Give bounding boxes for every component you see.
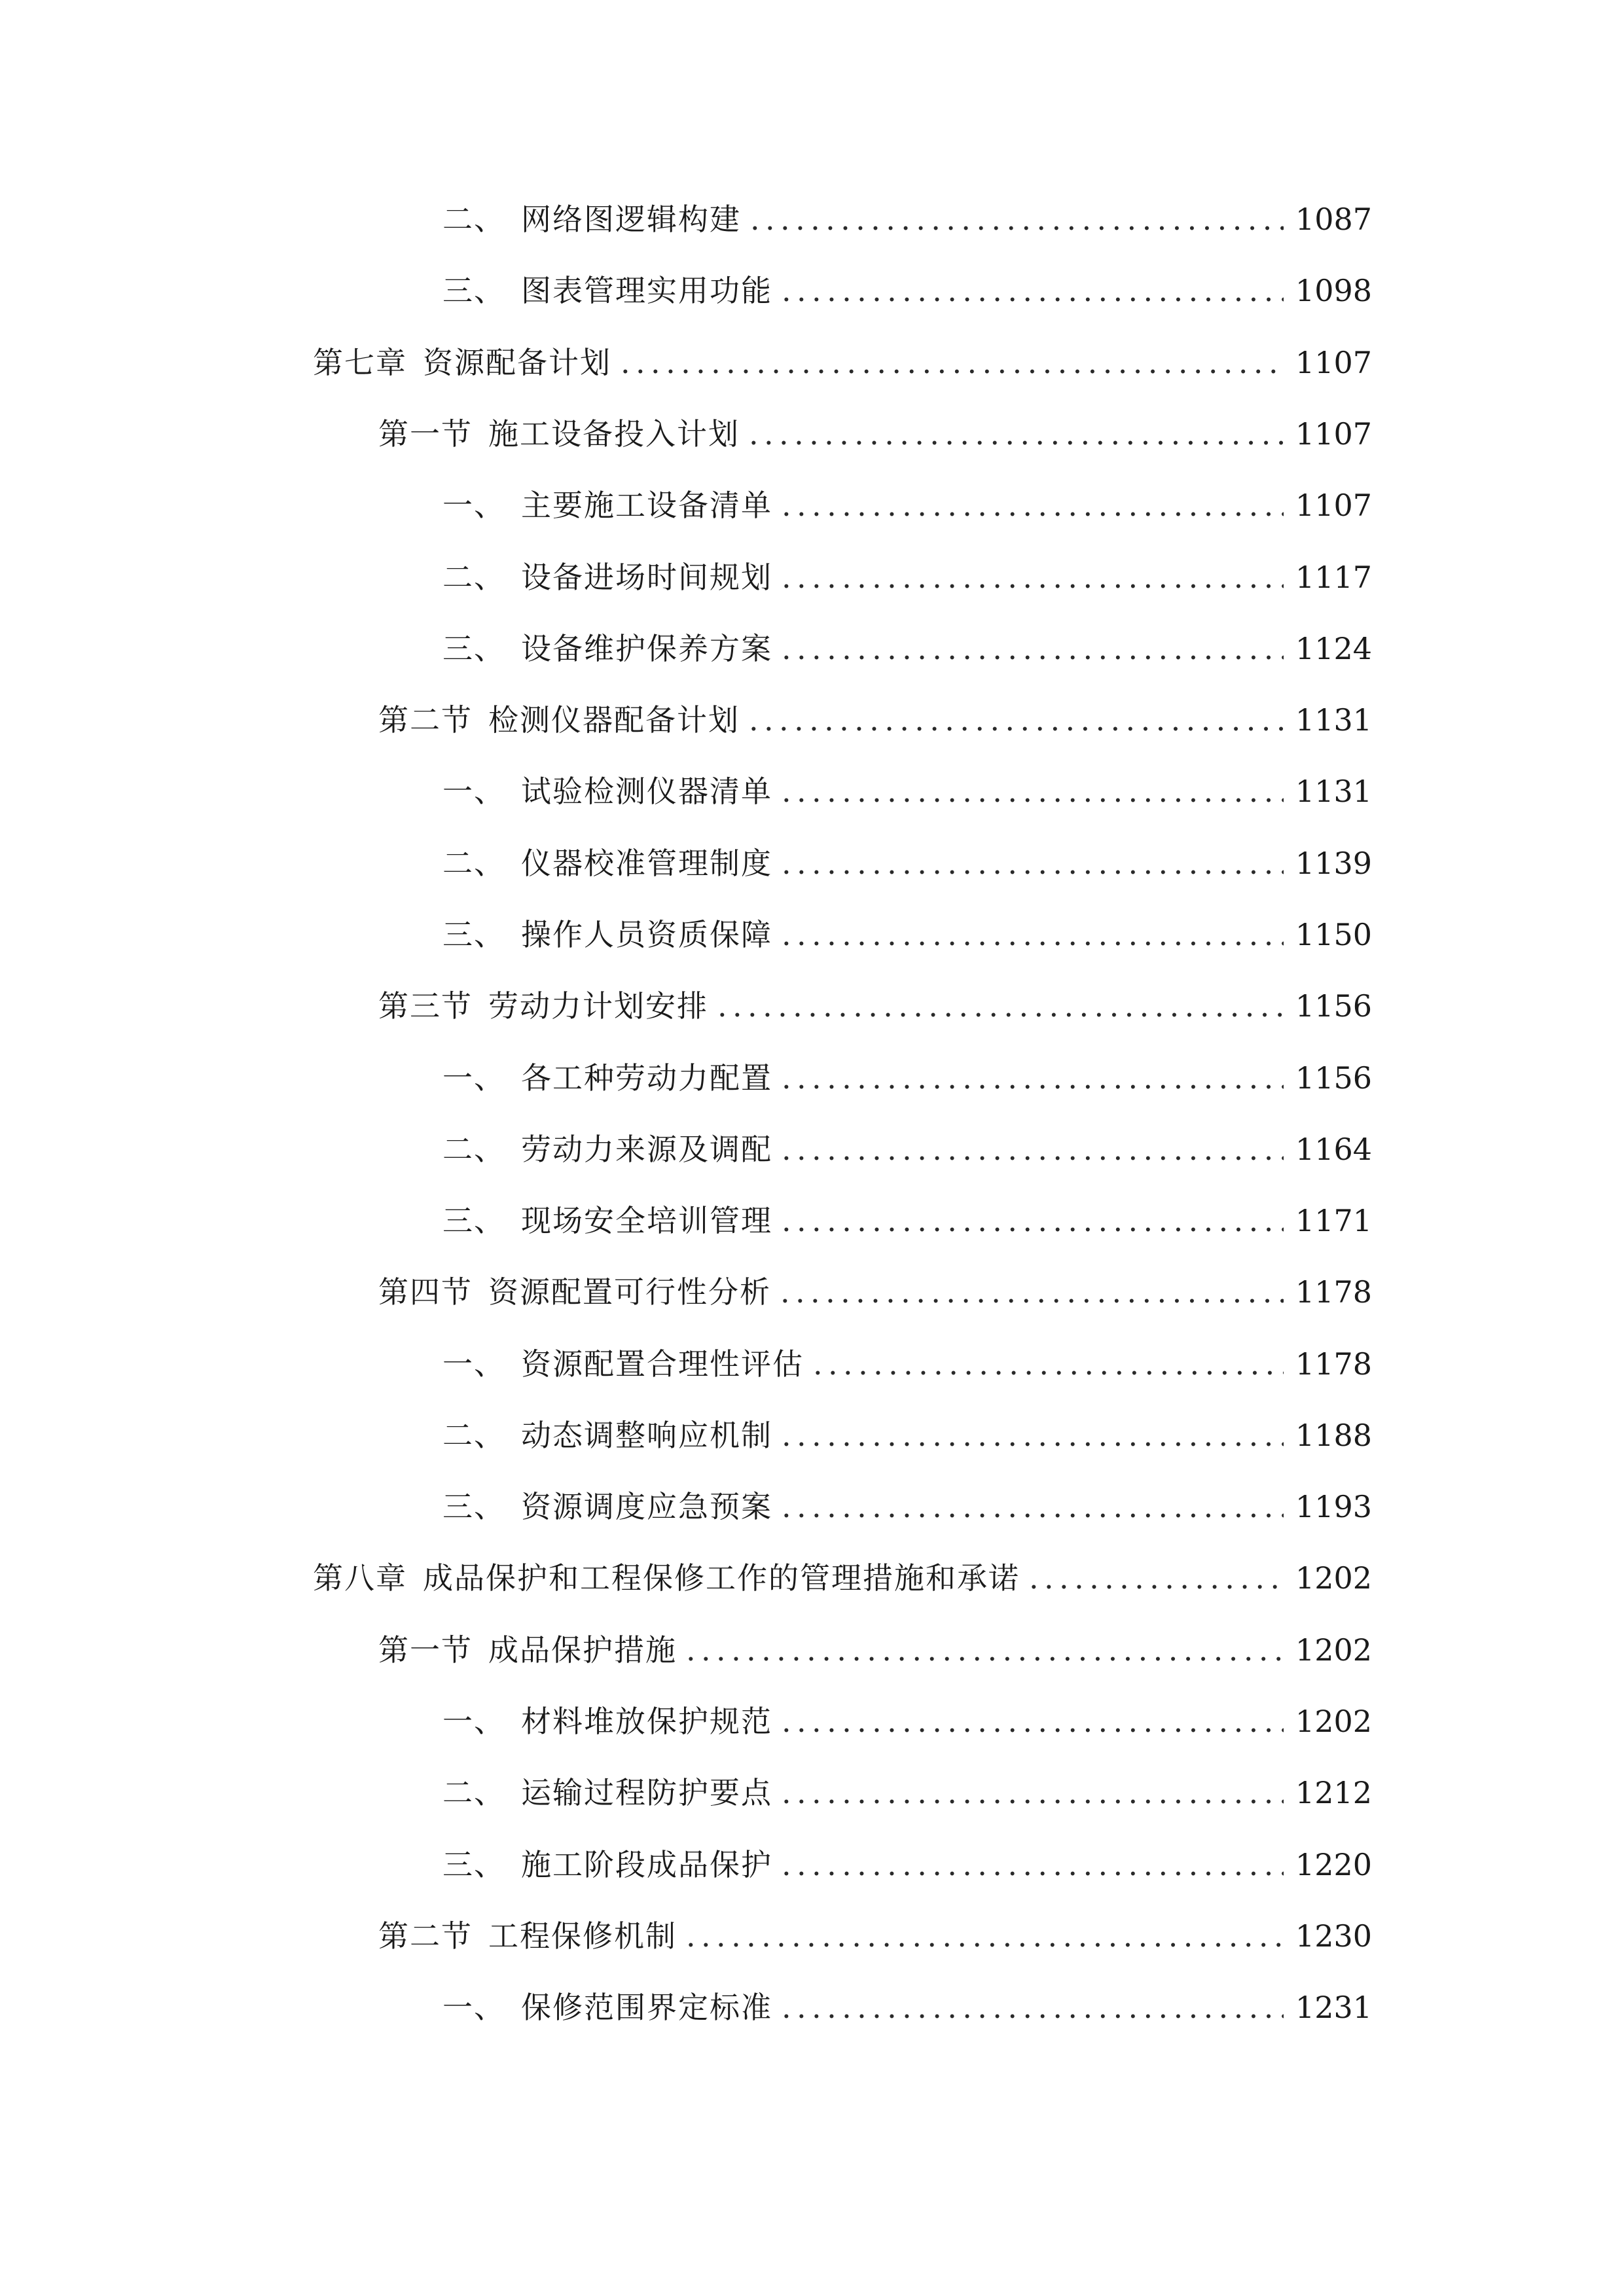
toc-page-number: 1139 <box>1295 846 1372 881</box>
toc-dot-leader <box>782 1194 1284 1247</box>
toc-entry[interactable] <box>442 1695 1372 1748</box>
toc-entry-title: 各工种劳动力配置 <box>521 1060 772 1096</box>
toc-entry-title: 主要施工设备清单 <box>521 488 772 523</box>
toc-entry-number: 二、 <box>442 846 505 881</box>
toc-dot-leader <box>813 1338 1284 1390</box>
toc-entry-number: 一、 <box>442 1346 505 1382</box>
toc-entry-number: 一、 <box>442 774 505 809</box>
toc-entry-title: 设备进场时间规划 <box>521 560 772 595</box>
toc-page-number: 1178 <box>1295 1274 1372 1310</box>
toc-entry-title: 操作人员资质保障 <box>521 917 772 952</box>
toc-entry[interactable] <box>442 1839 1372 1891</box>
toc-page-number: 1188 <box>1295 1418 1372 1453</box>
toc-entry-number: 二、 <box>442 1132 505 1167</box>
toc-page-number: 1231 <box>1295 1990 1372 2025</box>
toc-entry-title: 试验检测仪器清单 <box>521 774 772 809</box>
toc-entry-number: 三、 <box>442 1847 505 1882</box>
toc-dot-leader <box>686 1910 1284 1962</box>
toc-dot-leader <box>782 1052 1284 1104</box>
toc-entry-section[interactable] <box>378 694 1372 746</box>
toc-page-number: 1156 <box>1295 988 1372 1024</box>
toc-entry-number: 三、 <box>442 273 505 308</box>
toc-entry-number: 第一节 <box>378 416 473 452</box>
toc-entry-number: 一、 <box>442 1704 505 1739</box>
toc-dot-leader <box>782 479 1284 531</box>
toc-entry-number: 一、 <box>442 1060 505 1096</box>
toc-page-number: 1202 <box>1295 1632 1372 1668</box>
toc-entry-number: 三、 <box>442 1203 505 1238</box>
toc-entry-chapter[interactable] <box>313 336 1372 389</box>
toc-dot-leader <box>621 336 1284 389</box>
toc-entry-number: 第七章 <box>313 345 407 380</box>
toc-entry-number: 二、 <box>442 1418 505 1453</box>
toc-dot-leader <box>749 694 1284 746</box>
toc-entry-section[interactable] <box>378 1624 1372 1676</box>
toc-entry-title: 资源配备计划 <box>423 345 611 380</box>
toc-entry[interactable] <box>442 1767 1372 1819</box>
toc-dot-leader <box>782 1409 1284 1462</box>
toc-page-number: 1107 <box>1295 416 1372 452</box>
toc-entry-title: 资源配置可行性分析 <box>488 1274 771 1310</box>
toc-dot-leader <box>782 1767 1284 1819</box>
toc-entry-number: 一、 <box>442 1990 505 2025</box>
toc-page-number: 1107 <box>1295 488 1372 523</box>
toc-entry[interactable] <box>442 908 1372 961</box>
toc-entry[interactable] <box>442 1194 1372 1247</box>
toc-page-number: 1156 <box>1295 1060 1372 1096</box>
toc-page-number: 1212 <box>1295 1775 1372 1810</box>
toc-dot-leader <box>782 1695 1284 1748</box>
toc-entry-section[interactable] <box>378 980 1372 1032</box>
toc-entry-chapter[interactable] <box>313 1552 1372 1604</box>
toc-entry[interactable] <box>442 1480 1372 1533</box>
toc-entry[interactable] <box>442 622 1372 675</box>
toc-page-number: 1150 <box>1295 917 1372 952</box>
toc-entry[interactable] <box>442 1409 1372 1462</box>
toc-entry-title: 施工阶段成品保护 <box>521 1847 772 1882</box>
toc-entry[interactable] <box>442 479 1372 531</box>
toc-dot-leader <box>782 1123 1284 1175</box>
toc-entry-title: 仪器校准管理制度 <box>521 846 772 881</box>
toc-dot-leader <box>782 908 1284 961</box>
toc-dot-leader <box>782 837 1284 889</box>
toc-entry-number: 二、 <box>442 560 505 595</box>
toc-entry[interactable] <box>442 551 1372 603</box>
toc-dot-leader <box>749 408 1284 460</box>
toc-entry[interactable] <box>442 765 1372 817</box>
toc-entry[interactable] <box>442 1052 1372 1104</box>
toc-dot-leader <box>782 622 1284 675</box>
toc-dot-leader <box>782 551 1284 603</box>
toc-entry-title: 劳动力计划安排 <box>488 988 708 1024</box>
toc-page-number: 1193 <box>1295 1489 1372 1524</box>
toc-entry[interactable] <box>442 1338 1372 1390</box>
toc-dot-leader <box>686 1624 1284 1676</box>
toc-entry[interactable] <box>442 837 1372 889</box>
toc-entry-number: 第二节 <box>378 1918 473 1954</box>
toc-entry-title: 图表管理实用功能 <box>521 273 772 308</box>
toc-entry-number: 三、 <box>442 631 505 666</box>
toc-entry-section[interactable] <box>378 408 1372 460</box>
toc-page-number: 1131 <box>1295 774 1372 809</box>
toc-entry-title: 动态调整响应机制 <box>521 1418 772 1453</box>
toc-entry-title: 材料堆放保护规范 <box>521 1704 772 1739</box>
toc-entry[interactable] <box>442 1123 1372 1175</box>
toc-page-number: 1131 <box>1295 702 1372 738</box>
toc-dot-leader <box>782 1981 1284 2034</box>
toc-page-number: 1220 <box>1295 1847 1372 1882</box>
toc-entry-title: 资源调度应急预案 <box>521 1489 772 1524</box>
toc-entry-number: 二、 <box>442 1775 505 1810</box>
toc-dot-leader <box>782 1480 1284 1533</box>
toc-page-number: 1202 <box>1295 1560 1372 1596</box>
toc-entry-number: 三、 <box>442 917 505 952</box>
toc-entry-number: 第一节 <box>378 1632 473 1668</box>
toc-entry-title: 成品保护措施 <box>488 1632 677 1668</box>
toc-entry-title: 运输过程防护要点 <box>521 1775 772 1810</box>
toc-entry[interactable] <box>442 1981 1372 2034</box>
toc-page-number: 1230 <box>1295 1918 1372 1954</box>
toc-entry-number: 三、 <box>442 1489 505 1524</box>
toc-page-number: 1164 <box>1295 1132 1372 1167</box>
toc-entry[interactable] <box>442 193 1372 245</box>
toc-page-number: 1171 <box>1295 1203 1372 1238</box>
toc-entry-title: 施工设备投入计划 <box>488 416 740 452</box>
toc-dot-leader <box>782 1839 1284 1891</box>
toc-dot-leader <box>750 193 1284 245</box>
toc-entry-number: 第二节 <box>378 702 473 738</box>
toc-page-number: 1202 <box>1295 1704 1372 1739</box>
toc-dot-leader <box>782 765 1284 817</box>
toc-dot-leader <box>780 1266 1284 1318</box>
toc-page-number: 1117 <box>1295 560 1372 595</box>
toc-entry-title: 设备维护保养方案 <box>521 631 772 666</box>
toc-entry-number: 第三节 <box>378 988 473 1024</box>
toc-entry-title: 检测仪器配备计划 <box>488 702 740 738</box>
toc-entry-section[interactable] <box>378 1266 1372 1318</box>
toc-entry-number: 一、 <box>442 488 505 523</box>
toc-entry-title: 网络图逻辑构建 <box>521 202 741 237</box>
toc-entry-title: 资源配置合理性评估 <box>521 1346 804 1382</box>
toc-entry-title: 工程保修机制 <box>488 1918 677 1954</box>
toc-page-number: 1124 <box>1295 631 1372 666</box>
toc-entry-title: 保修范围界定标准 <box>521 1990 772 2025</box>
toc-entry-number: 二、 <box>442 202 505 237</box>
toc-entry-number: 第八章 <box>313 1560 407 1596</box>
toc-page-number: 1107 <box>1295 345 1372 380</box>
toc-entry-title: 成品保护和工程保修工作的管理措施和承诺 <box>423 1560 1020 1596</box>
toc-dot-leader <box>782 264 1284 317</box>
toc-entry[interactable] <box>442 264 1372 317</box>
toc-entry-section[interactable] <box>378 1910 1372 1962</box>
toc-page-number: 1087 <box>1295 202 1372 237</box>
toc-dot-leader <box>1029 1552 1284 1604</box>
toc-page-number: 1178 <box>1295 1346 1372 1382</box>
toc-dot-leader <box>717 980 1284 1032</box>
toc-entry-title: 现场安全培训管理 <box>521 1203 772 1238</box>
toc-page-number: 1098 <box>1295 273 1372 308</box>
toc-entry-number: 第四节 <box>378 1274 473 1310</box>
toc-entry-title: 劳动力来源及调配 <box>521 1132 772 1167</box>
